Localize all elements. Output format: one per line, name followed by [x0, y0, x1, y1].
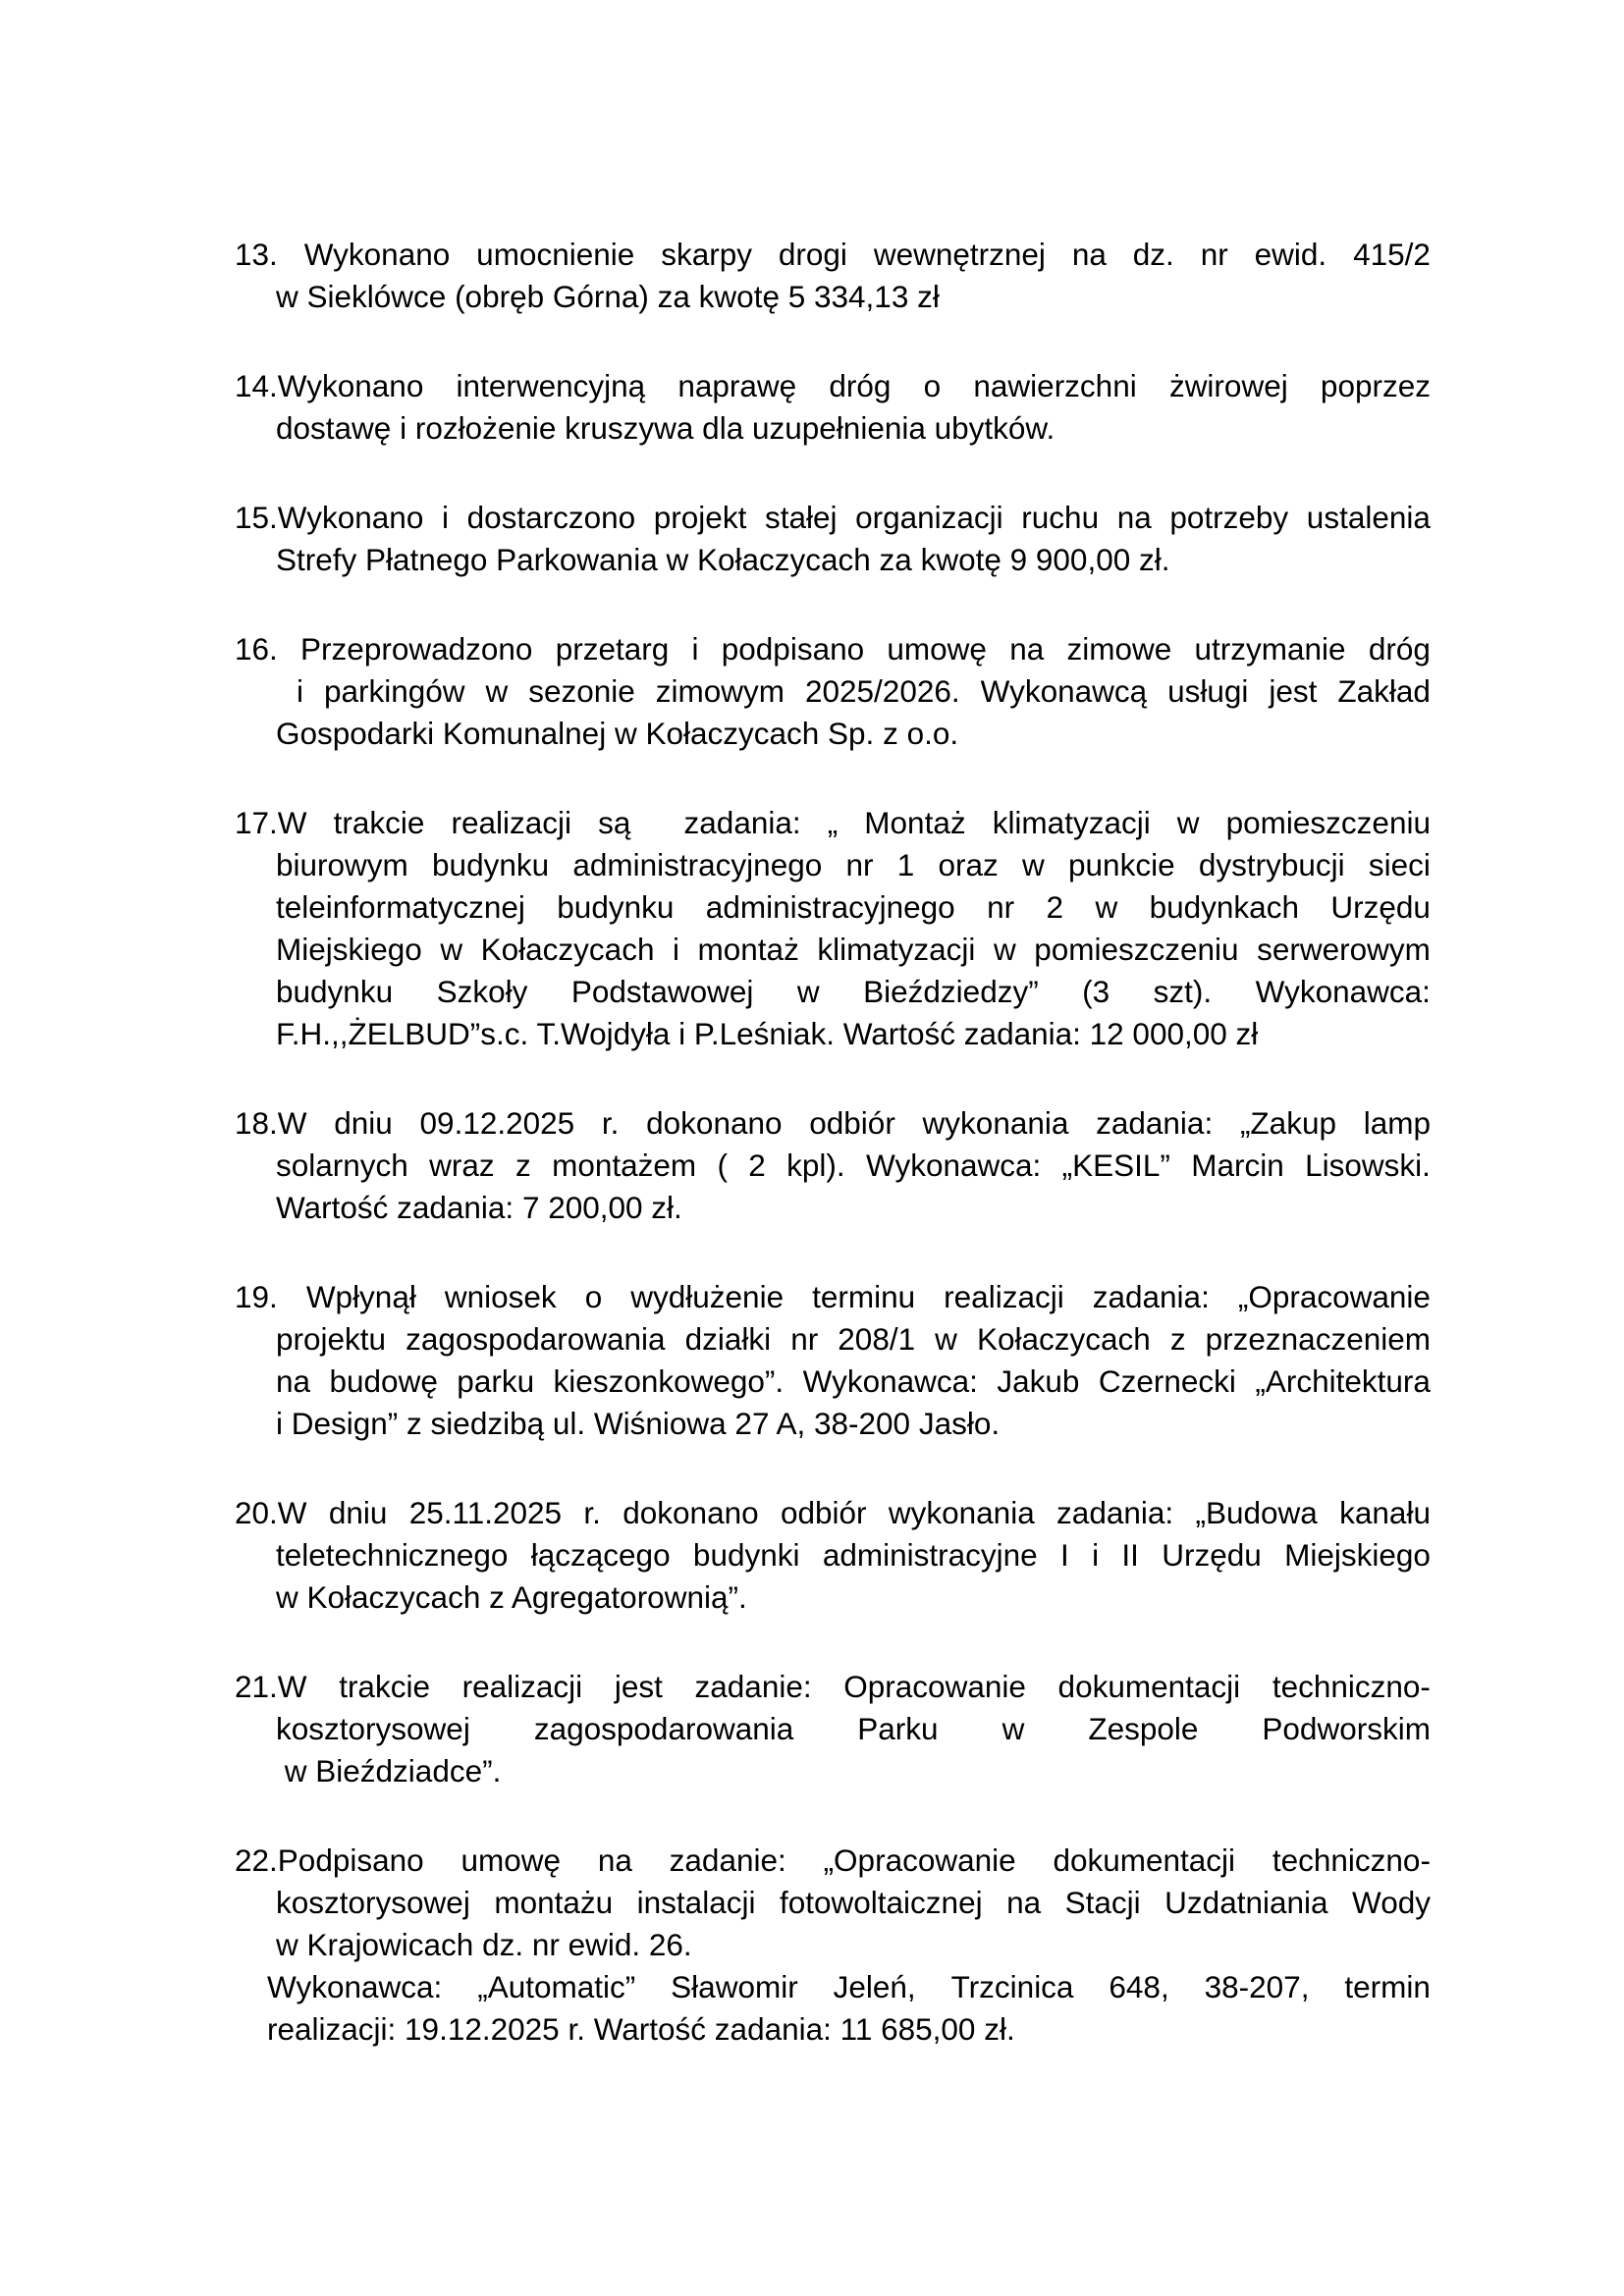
- text-line: teleinformatycznej budynku administracyjnego nr 2 w budynkach Urzędu: [276, 889, 1431, 925]
- list-item-19: [235, 1276, 1431, 1445]
- text-line: kosztorysowej montażu instalacji fotowoltaicznej na Stacji Uzdatniania Wody: [276, 1885, 1431, 1920]
- text-line: projektu zagospodarowania działki nr 208/1 w Kołaczycach z przeznaczeniem: [276, 1321, 1431, 1357]
- text-line: 19. Wpłynął wniosek o wydłużenie terminu realizacji zadania: „Opracowanie: [235, 1279, 1431, 1314]
- text-line: i Design” z siedzibą ul. Wiśniowa 27 A, 38-200 Jasło.: [276, 1406, 1001, 1441]
- report-list: [235, 234, 1431, 2098]
- list-item-13: [235, 234, 1431, 318]
- text-line: w Kołaczycach z Agregatorownią”.: [276, 1579, 747, 1615]
- text-line: dostawę i rozłożenie kruszywa dla uzupełnienia ubytków.: [276, 410, 1056, 446]
- text-line: solarnych wraz z montażem ( 2 kpl). Wykonawca: „KESIL” Marcin Lisowski.: [276, 1148, 1431, 1183]
- text-line: w Sieklówce (obręb Górna) za kwotę 5 334,13 zł: [276, 279, 940, 314]
- text-line: Wykonawca: „Automatic” Sławomir Jeleń, Trzcinica 648, 38-207, termin: [267, 1969, 1431, 2004]
- list-item-22: [235, 1840, 1431, 2051]
- list-item-21: [235, 1666, 1431, 1792]
- text-line: teletechnicznego łączącego budynki administracyjne I i II Urzędu Miejskiego: [276, 1537, 1431, 1573]
- text-line: i parkingów w sezonie zimowym 2025/2026. Wykonawcą usługi jest Zakład: [296, 673, 1431, 709]
- text-line: 13. Wykonano umocnienie skarpy drogi wewnętrznej na dz. nr ewid. 415/2: [235, 237, 1431, 272]
- text-line: F.H.,,ŻELBUD”s.c. T.Wojdyła i P.Leśniak. Wartość zadania: 12 000,00 zł: [276, 1016, 1259, 1051]
- list-item-14: [235, 365, 1431, 450]
- text-line: na budowę parku kieszonkowego”. Wykonawca: Jakub Czernecki „Architektura: [276, 1363, 1431, 1399]
- text-line: biurowym budynku administracyjnego nr 1 oraz w punkcie dystrybucji sieci: [276, 847, 1431, 882]
- text-line: kosztorysowej zagospodarowania Parku w Zespole Podworskim: [276, 1711, 1431, 1746]
- text-line: 17.W trakcie realizacji są zadania: „ Montaż klimatyzacji w pomieszczeniu: [235, 805, 1431, 840]
- list-item-15: [235, 497, 1431, 581]
- list-item-20: [235, 1492, 1431, 1619]
- text-line: budynku Szkoły Podstawowej w Bieździedzy” (3 szt). Wykonawca:: [276, 974, 1431, 1009]
- list-item-18: [235, 1102, 1431, 1229]
- text-line: Gospodarki Komunalnej w Kołaczycach Sp. z o.o.: [276, 716, 959, 751]
- text-line: 18.W dniu 09.12.2025 r. dokonano odbiór wykonania zadania: „Zakup lamp: [235, 1105, 1431, 1141]
- text-line: Strefy Płatnego Parkowania w Kołaczycach za kwotę 9 900,00 zł.: [276, 542, 1170, 577]
- text-line: w Krajowicach dz. nr ewid. 26.: [276, 1927, 692, 1962]
- text-line: 20.W dniu 25.11.2025 r. dokonano odbiór wykonania zadania: „Budowa kanału: [235, 1495, 1431, 1530]
- text-line: 14.Wykonano interwencyjną naprawę dróg o nawierzchni żwirowej poprzez: [235, 368, 1431, 403]
- text-line: realizacji: 19.12.2025 r. Wartość zadania: 11 685,00 zł.: [267, 2011, 1015, 2047]
- text-line: 16. Przeprowadzono przetarg i podpisano umowę na zimowe utrzymanie dróg: [235, 631, 1431, 667]
- text-line: w Bieździadce”.: [276, 1753, 502, 1789]
- text-line: 15.Wykonano i dostarczono projekt stałej organizacji ruchu na potrzeby ustalenia: [235, 500, 1431, 535]
- text-line: 22.Podpisano umowę na zadanie: „Opracowanie dokumentacji techniczno-: [235, 1842, 1431, 1878]
- list-item-17: [235, 802, 1431, 1055]
- list-item-16: [235, 628, 1431, 755]
- text-line: Wartość zadania: 7 200,00 zł.: [276, 1190, 682, 1225]
- text-line: 21.W trakcie realizacji jest zadanie: Opracowanie dokumentacji techniczno-: [235, 1669, 1431, 1704]
- text-line: Miejskiego w Kołaczycach i montaż klimatyzacji w pomieszczeniu serwerowym: [276, 932, 1431, 967]
